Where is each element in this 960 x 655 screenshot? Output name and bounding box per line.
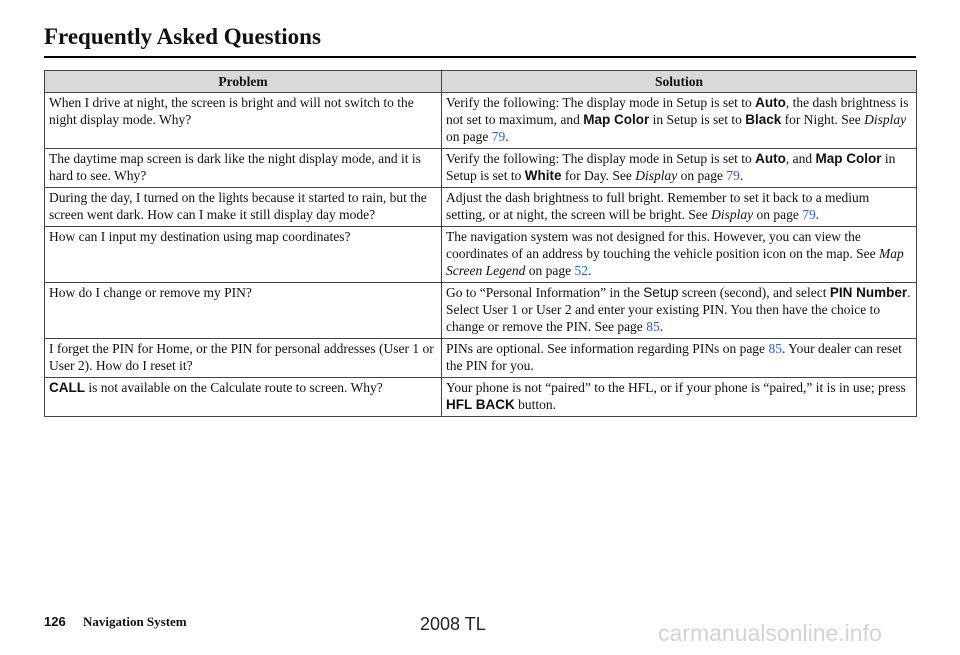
- text-segment: Setup: [643, 285, 679, 300]
- text-segment: Map Color: [583, 112, 650, 127]
- problem-cell: [45, 378, 442, 417]
- text-segment: Your phone is not “paired” to the HFL, or if your phone is “paired,” it is in use; press: [446, 380, 906, 395]
- page-reference-link[interactable]: 79: [802, 207, 816, 222]
- footer-section-label: Navigation System: [83, 614, 187, 629]
- watermark-model: 2008 TL: [420, 614, 486, 634]
- solution-cell: [442, 283, 917, 339]
- footer-page-number: 126: [44, 614, 66, 629]
- table-header-row: [45, 71, 917, 93]
- page-reference-link[interactable]: 79: [726, 168, 740, 183]
- text-segment: . Select User 1 or User 2 and enter your existing PIN. You then have the choice to change or remove the PIN. See page: [446, 285, 911, 334]
- column-header-problem: Problem: [45, 71, 442, 93]
- solution-cell: [442, 339, 917, 378]
- solution-cell: [442, 378, 917, 417]
- text-segment: screen (second), and select: [678, 285, 830, 300]
- solution-cell: [442, 188, 917, 227]
- page-reference-link[interactable]: 52: [574, 263, 588, 278]
- table-row: [45, 378, 917, 417]
- text-segment: .: [815, 207, 820, 222]
- problem-cell: How can I input my destination using map coordinates?: [45, 227, 442, 283]
- problem-cell: How do I change or remove my PIN?: [45, 283, 442, 339]
- text-segment: Display: [864, 112, 907, 127]
- text-segment: in Setup is set to: [649, 112, 746, 127]
- page-title: Frequently Asked Questions: [44, 24, 321, 49]
- text-segment: .: [587, 263, 592, 278]
- column-header-solution: Solution: [442, 71, 917, 93]
- problem-cell: During the day, I turned on the lights because it started to rain, but the screen went dark. How can I make it still display day mode?: [45, 188, 442, 227]
- text-segment: for Day. See: [561, 168, 636, 183]
- table-row: [45, 188, 917, 227]
- text-segment: PIN Number: [829, 285, 908, 300]
- text-segment: HFL BACK: [446, 397, 515, 412]
- faq-table: [44, 70, 917, 417]
- text-segment: .: [739, 168, 744, 183]
- text-segment: , the dash brightness is not set to maximum, and: [446, 95, 909, 127]
- text-segment: Black: [745, 112, 782, 127]
- text-segment: Verify the following: The display mode in Setup is set to: [446, 95, 756, 110]
- text-segment: .: [659, 319, 664, 334]
- text-segment: White: [524, 168, 562, 183]
- solution-cell: [442, 93, 917, 149]
- watermark-logo: carmanualsonline.info: [658, 620, 882, 646]
- table-row: [45, 93, 917, 149]
- table-row: [45, 339, 917, 378]
- text-segment: Auto: [755, 95, 786, 110]
- text-segment: PINs are optional. See information regarding PINs on page: [446, 341, 769, 356]
- text-segment: . Your dealer can reset the PIN for you.: [446, 341, 902, 373]
- text-segment: Display: [711, 207, 754, 222]
- title-divider: [44, 56, 916, 58]
- page-reference-link[interactable]: 79: [491, 129, 506, 144]
- table-row: [45, 283, 917, 339]
- text-segment: on page: [753, 207, 803, 222]
- solution-cell: [442, 227, 917, 283]
- text-segment: Map Screen Legend: [446, 246, 904, 278]
- text-segment: is not available on the Calculate route to screen. Why?: [85, 380, 383, 395]
- text-segment: CALL: [49, 380, 85, 395]
- problem-cell: The daytime map screen is dark like the night display mode, and it is hard to see. Why?: [45, 149, 442, 188]
- text-segment: Verify the following: The display mode in Setup is set to: [446, 151, 756, 166]
- text-segment: Go to “Personal Information” in the: [446, 285, 644, 300]
- text-segment: on page: [677, 168, 727, 183]
- solution-cell: [442, 149, 917, 188]
- text-segment: , and: [785, 151, 816, 166]
- faq-table-body: [45, 93, 917, 417]
- text-segment: on page: [446, 129, 492, 144]
- table-row: [45, 227, 917, 283]
- text-segment: in Setup is set to: [446, 151, 896, 183]
- text-segment: Display: [635, 168, 678, 183]
- page-reference-link[interactable]: 85: [646, 319, 660, 334]
- problem-cell: I forget the PIN for Home, or the PIN for personal addresses (User 1 or User 2). How do I reset it?: [45, 339, 442, 378]
- text-segment: Adjust the dash brightness to full bright. Remember to set it back to a medium setting, or at night, the screen will be bright. See: [446, 190, 870, 222]
- text-segment: The navigation system was not designed for this. However, you can view the coordinates of an address by touching the vehicle position icon on the map. See: [446, 229, 880, 261]
- table-row: [45, 149, 917, 188]
- text-segment: for Night. See: [781, 112, 865, 127]
- page-reference-link[interactable]: 85: [768, 341, 782, 356]
- text-segment: .: [505, 129, 509, 144]
- text-segment: on page: [525, 263, 575, 278]
- problem-cell: When I drive at night, the screen is bright and will not switch to the night display mode. Why?: [45, 93, 442, 149]
- text-segment: Auto: [755, 151, 786, 166]
- text-segment: button.: [514, 397, 557, 412]
- text-segment: Map Color: [815, 151, 882, 166]
